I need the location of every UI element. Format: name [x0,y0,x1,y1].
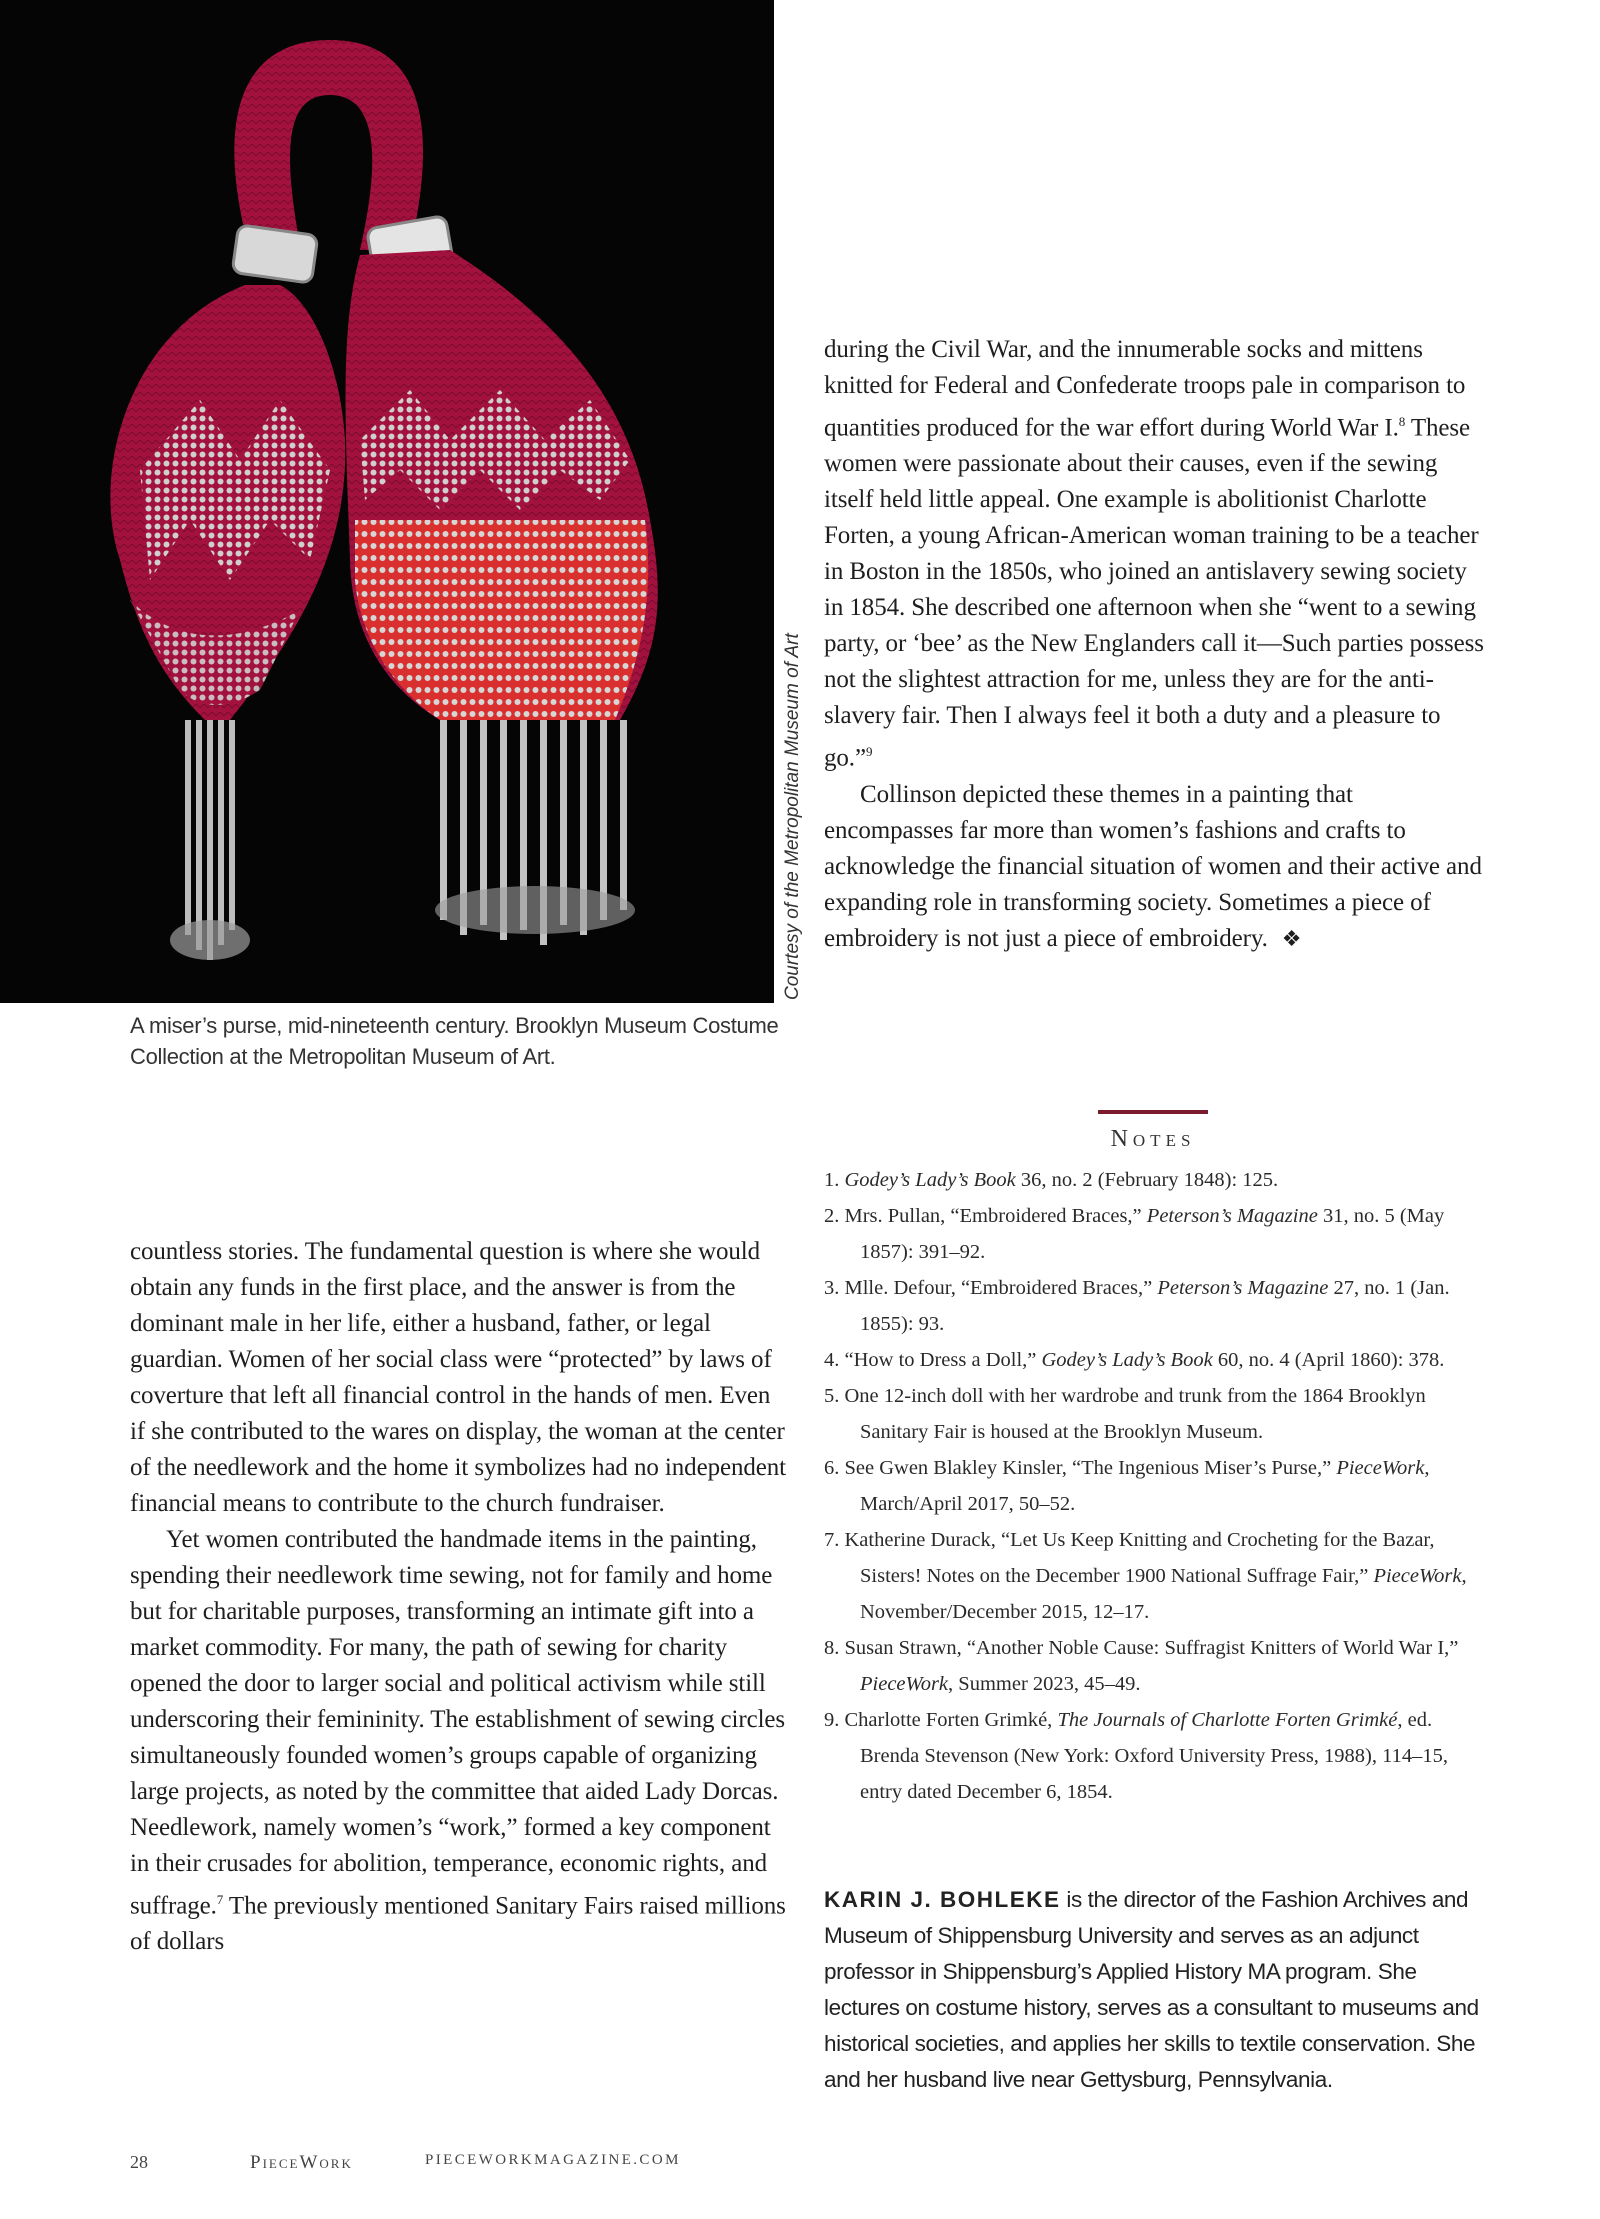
body-column-right-top [824,332,1484,957]
note-item: 3. Mlle. Defour, “Embroidered Braces,” Peterson’s Magazine 27, no. 1 (Jan. 1855): 93. [824,1277,1450,1335]
body-paragraph: Yet women contributed the handmade items in the painting, spending their needlework time sewing, not for family and home but for charitable purposes, transforming an intimate gift into a market commodity. For many, the path of sewing for charity opened the door to larger social and political activism while still underscoring their femininity. The establishment of sewing circles simultaneously founded women’s groups capable of organizing large projects, as noted by the committee that aided Lady Dorcas. Needlework, namely women’s “work,” formed a key component in their crusades for abolition, temperance, economic rights, and suffrage.$^7$ The previously mentioned Sanitary Fairs raised millions of dollars [130,1526,786,1956]
photo-caption: A miser’s purse, mid-nineteenth century. Brooklyn Museum Costume Collection at the Metropolitan Museum of Art. [130,1013,779,1069]
notes-heading: Notes [1110,1126,1196,1152]
note-item: 6. See Gwen Blakley Kinsler, “The Ingenious Miser’s Purse,” PieceWork, March/April 2017, 50–52. [824,1457,1430,1515]
body-paragraph: Collinson depicted these themes in a painting that encompasses far more than women’s fashions and crafts to acknowledge the financial situation of women and their active and expanding role in transforming society. Sometimes a piece of embroidery is not just a piece of embroidery. ❖ [824,780,1482,952]
author-name: KARIN J. BOHLEKE [824,1887,1061,1912]
note-item: 8. Susan Strawn, “Another Noble Cause: Suffragist Knitters of World War I,” PieceWork, Summer 2023, 45–49. [824,1637,1459,1695]
note-item: 7. Katherine Durack, “Let Us Keep Knitting and Crocheting for the Bazar, Sisters! Notes on the December 1900 National Suffrage Fair,” PieceWork, November/December 2015, 12–17. [824,1529,1467,1623]
magazine-name: PieceWork [250,2152,353,2173]
end-mark-icon: ❖ [1281,925,1302,951]
author-bio: KARIN J. BOHLEKE is the director of the Fashion Archives and Museum of Shippensburg University and serves as an adjunct professor in Shippensburg’s Applied History MA program. She lectures on costume history, serves as a consultant to museums and historical societies, and applies her skills to textile conservation. She and her husband live near Gettysburg, Pennsylvania. [824,1887,1479,2092]
body-paragraph: countless stories. The fundamental question is where she would obtain any funds in the first place, and the answer is from the dominant male in her life, either a husband, father, or legal guardian. Women of her social class were “protected” by laws of coverture that left all financial control in the hands of men. Even if she contributed to the wares on display, the woman at the center of the needlework and the home it symbolizes had no independent financial means to contribute to the church fundraiser. [130,1238,787,1517]
body-paragraph: during the Civil War, and the innumerable socks and mittens knitted for Federal and Confederate troops pale in comparison to quantities produced for the war effort during World War I.$^8$ These women were passionate about their causes, even if the sewing itself held little appeal. One example is abolitionist Charlotte Forten, a young African-American woman training to be a teacher in Boston in the 1850s, who joined an antislavery sewing society in 1854. She described one afternoon when she “went to a sewing party, or ‘bee’ as the New Englanders call it—Such parties possess not the slightest attraction for me, unless they are for the anti-slavery fair. Then I always feel it both a duty and a pleasure to go.”$^9$ [824,336,1484,772]
note-item: 9. Charlotte Forten Grimké, The Journals of Charlotte Forten Grimké, ed. Brenda Stevenson (New York: Oxford University Press, 1988), 114–15, entry dated December 6, 1854. [824,1709,1448,1803]
body-column-left [130,1234,790,1960]
website-link[interactable]: PIECEWORKMAGAZINE.COM [425,2152,681,2168]
miser-purse-photo [0,0,774,1003]
notes-divider [1098,1110,1208,1114]
note-item: 5. One 12-inch doll with her wardrobe and trunk from the 1864 Brooklyn Sanitary Fair is housed at the Brooklyn Museum. [824,1385,1426,1443]
miser-purse-illustration [0,0,774,1003]
footnote-ref[interactable]: 9 [865,744,873,760]
photo-credit: Courtesy of the Metropolitan Museum of Art [782,633,803,1000]
note-item: 1. Godey’s Lady’s Book 36, no. 2 (February 1848): 125. [824,1169,1279,1191]
footnote-ref[interactable]: 7 [216,1892,224,1907]
page-number: 28 [130,2152,148,2172]
footnote-ref[interactable]: 8 [1398,414,1406,429]
note-item: 4. “How to Dress a Doll,” Godey’s Lady’s Book 60, no. 4 (April 1860): 378. [824,1349,1445,1371]
notes-list [824,1162,1484,1810]
note-item: 2. Mrs. Pullan, “Embroidered Braces,” Peterson’s Magazine 31, no. 5 (May 1857): 391–92. [824,1205,1445,1263]
